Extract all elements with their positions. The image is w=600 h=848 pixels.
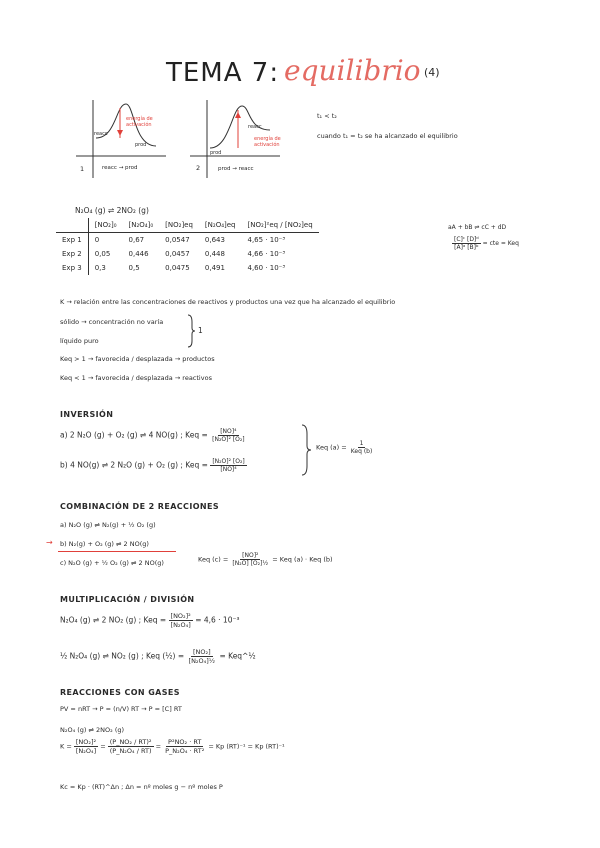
inversion-relation-num: 1 [359, 440, 364, 447]
table-row [56, 261, 319, 275]
graph2-prod-label: prod [210, 150, 222, 156]
table-cell: 0,448 [204, 250, 225, 258]
gases-pv: PV = nRT → P = (n/V) RT → P = [C] RT [60, 705, 182, 713]
graph1-energy-label: energía de activación [126, 116, 153, 128]
table-cell: 0,67 [128, 236, 145, 244]
combination-kc-label: Keq (c) = [198, 555, 229, 564]
multiplication-heading: MULTIPLICACIÓN / DIVISIÓN [60, 595, 195, 604]
inversion-relation [316, 440, 374, 455]
combination-kc-result: = Keq (a) · Keq (b) [272, 555, 333, 564]
inversion-a [60, 428, 247, 443]
graph2-energy-label: energía de activación [254, 136, 281, 148]
gases-k-label: K = [60, 742, 72, 751]
gases-k-num2: (P_NO₂ / RT)² [109, 738, 152, 746]
gases-k-den2: (P_N₂O₄ / RT) [109, 747, 152, 755]
table-cell: 0,5 [128, 264, 140, 272]
multiplication-eq2-text: ½ N₂O₄ (g) ⇌ NO₂ (g) ; Keq (½) = [60, 651, 185, 661]
combination-kc [198, 552, 333, 567]
inversion-a-num: [NO]⁴ [220, 428, 237, 435]
arrow-marker-icon: → [46, 538, 53, 547]
graph2-axis-label: prod → reacc [218, 166, 254, 172]
gases-heading: REACCIONES CON GASES [60, 688, 180, 697]
table-cell: 0,643 [204, 236, 225, 244]
general-numerator: [C]ᶜ [D]ᵈ [454, 236, 479, 243]
table-cell: Exp 1 [56, 233, 88, 248]
keq-less-rule: Keq < 1 → favorecida / desplazada → reactivos [60, 374, 212, 382]
gases-k-num1: [NO₂]² [75, 738, 97, 746]
multiplication-eq2-num: [NO₂] [192, 648, 211, 656]
combination-kc-num: [NO]² [242, 552, 259, 559]
title-accent: equilibrio [284, 54, 421, 87]
table-cell: 4,66 · 10⁻³ [247, 250, 286, 258]
brace-icon [300, 424, 312, 476]
multiplication-eq1 [60, 612, 239, 629]
general-result: = cte = Keq [482, 240, 519, 247]
graph1-prod-label: prod [135, 142, 147, 148]
equilibrium-table [56, 218, 319, 275]
table-header: [NO₂]₀ [88, 218, 122, 233]
table-header: [N₂O₄]eq [199, 218, 242, 233]
main-reaction: N₂O₄ (g) ⇌ 2NO₂ (g) [75, 206, 149, 215]
combination-a: a) N₂O (g) ⇌ N₂(g) + ½ O₂ (g) [60, 521, 156, 529]
graph1-react-label: reacc [94, 131, 108, 137]
graph2-number: 2 [196, 164, 201, 172]
table-cell: 0,446 [128, 250, 149, 258]
table-header [56, 218, 88, 233]
multiplication-eq2 [60, 648, 256, 665]
title-main: TEMA 7: [166, 58, 280, 88]
multiplication-eq1-num: [NO₂]² [170, 612, 191, 620]
general-equation: aA + bB ⇌ cC + dD [448, 224, 507, 231]
keq-greater-rule: Keq > 1 → favorecida / desplazada → productos [60, 355, 215, 363]
table-header: [NO₂]eq [159, 218, 199, 233]
table-header: [N₂O₄]₀ [123, 218, 160, 233]
combination-kc-den: [N₂O] [O₂]½ [232, 560, 269, 567]
combination-c: c) N₂O (g) + ½ O₂ (g) ⇌ 2 NO(g) [60, 559, 164, 567]
multiplication-eq2-result: = Keq^½ [219, 651, 256, 661]
graph2-react-label: reacc [248, 124, 262, 130]
solid-note: sólido → concentración no varía [60, 318, 164, 326]
table-cell: 0,05 [94, 250, 111, 258]
gases-k-den1: [N₂O₄] [75, 747, 97, 755]
inversion-relation-den: Keq (b) [350, 448, 373, 455]
table-header: [NO₂]²eq / [NO₂]eq [242, 218, 319, 233]
inversion-heading: INVERSIÓN [60, 410, 114, 419]
table-row [56, 233, 319, 248]
inversion-a-eq: a) 2 N₂O (g) + O₂ (g) ⇌ 4 NO(g) ; Keq = [60, 430, 208, 440]
inversion-a-den: [N₂O]² [O₂] [212, 436, 245, 443]
liquid-note: líquido puro [60, 337, 99, 345]
gases-k-result: = Kp (RT)⁻¹ = Kp (RT)⁻¹ [208, 742, 285, 751]
note-equilibrium: cuando t₁ = t₂ se ha alcanzado el equilibrio [317, 132, 458, 140]
brace-icon [186, 314, 196, 348]
inversion-b-num: [N₂O]² [O₂] [212, 458, 245, 465]
general-denominator: [A]ᵃ [B]ᵇ [454, 244, 479, 251]
multiplication-eq2-den: [N₂O₄]½ [188, 657, 216, 665]
multiplication-eq1-den: [N₂O₄] [170, 621, 191, 629]
combination-heading: COMBINACIÓN DE 2 REACCIONES [60, 502, 220, 511]
gases-k-num3: P²NO₂ · RT [168, 738, 202, 746]
table-cell: 4,60 · 10⁻³ [247, 264, 286, 272]
graph1-number: 1 [80, 165, 85, 173]
combination-divider [58, 551, 176, 552]
table-cell: 0,491 [204, 264, 225, 272]
table-cell: 0 [94, 236, 100, 244]
inversion-b [60, 458, 247, 473]
table-cell: 0,0547 [165, 236, 190, 244]
table-row [56, 247, 319, 261]
multiplication-eq1-text: N₂O₄ (g) ⇌ 2 NO₂ (g) ; Keq = [60, 615, 167, 625]
general-expression [452, 236, 519, 251]
combination-b: b) N₂(g) + O₂ (g) ⇌ 2 NO(g) [60, 540, 149, 548]
multiplication-eq1-result: = 4,6 · 10⁻³ [195, 615, 240, 625]
gases-kc: Kc = Kp · (RT)^Δn ; Δn = nº moles g − nº moles P [60, 783, 223, 791]
inversion-b-eq: b) 4 NO(g) ⇌ 2 N₂O (g) + O₂ (g) ; Keq = [60, 460, 208, 470]
k-definition: K → relación entre las concentraciones de reactivos y productos una vez que ha alcanzado el equilibrio [60, 298, 396, 306]
table-cell: 0,0457 [165, 250, 190, 258]
graph1-axis-label: reacc → prod [102, 165, 138, 171]
gases-k-expression: K = $\frac{\text{[NO₂]²}}{\text{[N₂O₄]}}$ = $\frac{\text{(P\_NO₂ / RT)²}}{\text{(P\_N₂O₄ / RT)}}$ = $\frac{\text{P²NO₂ · RT}}{\text{P\_N₂O₄ · RT²}}$ = Kp (RT)⁻¹ = Kp (RT)⁻¹ [60, 738, 285, 755]
table-cell: 0,3 [94, 264, 106, 272]
gases-reaction: N₂O₄ (g) ⇌ 2NO₂ (g) [60, 726, 125, 734]
note-t1-t2: t₁ < t₂ [317, 112, 337, 120]
inversion-b-den: [NO]⁴ [220, 466, 237, 473]
phases-number: 1 [198, 326, 203, 335]
table-cell: Exp 3 [56, 261, 88, 275]
table-cell: 4,65 · 10⁻³ [247, 236, 286, 244]
table-cell: 0,0475 [165, 264, 190, 272]
title-number: (4) [424, 66, 440, 79]
table-cell: Exp 2 [56, 247, 88, 261]
inversion-relation-label: Keq (a) = [316, 443, 347, 452]
gases-k-den3: P_N₂O₄ · RT² [165, 747, 205, 755]
